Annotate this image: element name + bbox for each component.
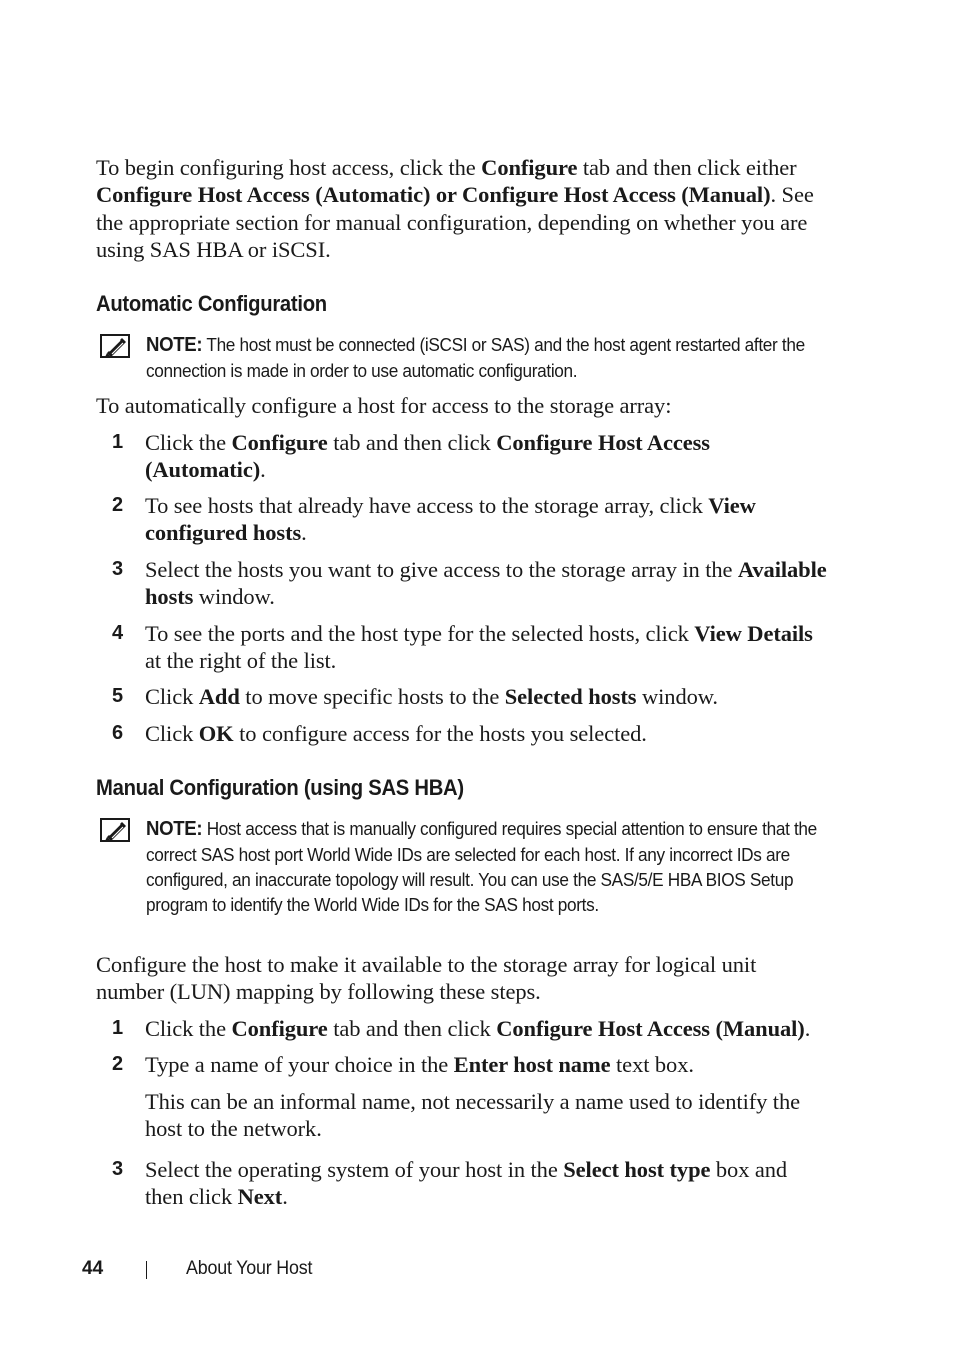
note-body: The host must be connected (iSCSI or SAS) and the host agent restarted after the connection is made in order to use automatic configuration. — [146, 334, 805, 381]
step-text: Select the operating system of your host in the Select host type box and then click Next. — [145, 1157, 788, 1210]
step-text: To see hosts that already have access to the storage array, click View configured hosts. — [145, 493, 756, 546]
step-text: Click the Configure tab and then click Configure Host Access (Manual). — [145, 1016, 811, 1041]
step-text: Click Add to move specific hosts to the Selected hosts window. — [145, 684, 718, 709]
step-number: 1 — [112, 431, 124, 453]
footer-separator — [146, 1261, 147, 1279]
page-number: 44 — [82, 1258, 104, 1279]
step-number: 6 — [112, 722, 124, 744]
step-number: 2 — [112, 1053, 124, 1075]
intro-text-3: . See the appropriate section for manual configuration, depending on whether you are using SAS HBA or iSCSI. — [96, 182, 814, 262]
intro-host-access-options: Configure Host Access (Automatic) or Configure Host Access (Manual) — [96, 182, 771, 208]
manual-step-2-subtext: This can be an informal name, not necessarily a name used to identify the host to the network. — [145, 1089, 800, 1142]
step-number: 2 — [112, 494, 124, 516]
intro-text-2: tab and then click either — [577, 155, 797, 180]
step-text: Type a name of your choice in the Enter host name text box. — [145, 1052, 694, 1077]
intro-paragraph — [96, 154, 826, 263]
automatic-lead: To automatically configure a host for access to the storage array: — [96, 393, 672, 418]
step-number: 1 — [112, 1017, 124, 1039]
step-number: 3 — [112, 1158, 124, 1180]
footer-section-title: About Your Host — [186, 1258, 313, 1279]
step-number: 4 — [112, 622, 124, 644]
note-label: NOTE: — [146, 818, 203, 840]
manual-configuration-heading: Manual Configuration (using SAS HBA) — [96, 775, 464, 800]
intro-configure: Configure — [481, 155, 578, 180]
automatic-configuration-heading: Automatic Configuration — [96, 291, 327, 316]
note-pencil-icon — [100, 818, 130, 842]
manual-lead: Configure the host to make it available to the storage array for logical unit number (LUN) mapping by following these steps. — [96, 952, 757, 1005]
step-text: Click the Configure tab and then click Configure Host Access (Automatic). — [145, 430, 710, 483]
step-text: To see the ports and the host type for the selected hosts, click View Details at the right of the list. — [145, 621, 813, 674]
note-body: Host access that is manually configured requires special attention to ensure that the correct SAS host port World Wide IDs are selected for each host. If any incorrect IDs are configured, an inaccurate topology will result. You can use the SAS/5/E HBA BIOS Setup program to identify the World Wide IDs for the SAS host ports. — [146, 818, 817, 915]
automatic-note-text — [146, 332, 834, 383]
note-pencil-icon — [100, 334, 130, 358]
note-label: NOTE: — [146, 334, 203, 356]
step-text: Click OK to configure access for the hosts you selected. — [145, 721, 647, 746]
step-number: 3 — [112, 558, 124, 580]
step-text: Select the hosts you want to give access to the storage array in the Available hosts window. — [145, 557, 827, 610]
intro-text-1: To begin configuring host access, click the — [96, 155, 482, 180]
step-number: 5 — [112, 685, 124, 707]
manual-note-text — [146, 816, 834, 917]
